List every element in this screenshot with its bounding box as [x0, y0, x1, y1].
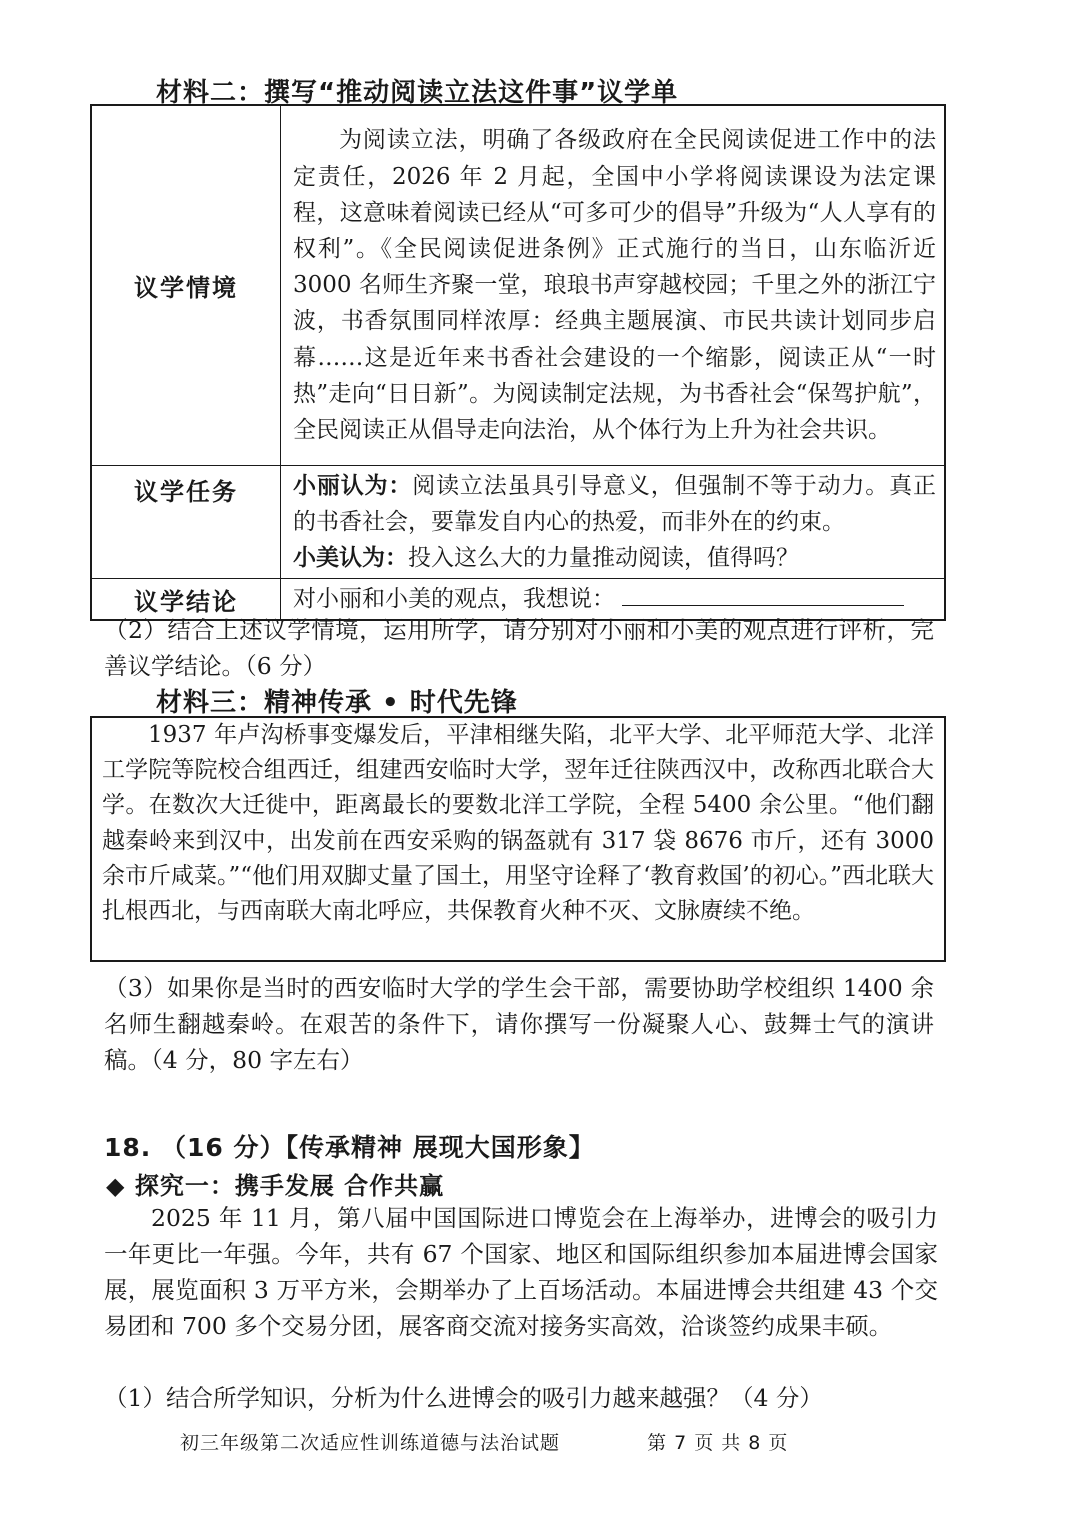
speaker-xiaomei: 小美认为：: [293, 544, 408, 571]
material2-title: 材料二：撰写“推动阅读立法这件事”议学单: [156, 78, 679, 108]
speaker-xiaoli: 小丽认为：: [293, 472, 413, 499]
table-row: [91, 105, 945, 465]
conclusion-label: 议学结论: [91, 579, 281, 621]
table-row: [91, 465, 945, 579]
situation-text: 为阅读立法，明确了各级政府在全民阅读促进工作中的法定责任，2026 年 2 月起，全国中小学将阅读课设为法定课程，这意味着阅读已经从“可多可少的倡导”升级为“人人享有的权利”。《全民阅读促进条例》正式施行的当日，山东临沂近 3000 名师生齐聚一堂，琅琅书声穿越校园；千里之外的浙江宁波，书香氛围同样浓厚：经典主题展演、市民共读计划同步启幕……这是近年来书香社会建设的一个缩影，阅读正从“一时热”走向“日日新”。为阅读制定法规，为书香社会“保驾护航”，全民阅读正从倡导走向法治，从个体行为上升为社会共识。: [281, 105, 946, 465]
answer-blank[interactable]: [622, 583, 904, 606]
task-content: [281, 465, 946, 579]
question-18-1: （1）结合所学知识，分析为什么进博会的吸引力越来越强？（4 分）: [104, 1384, 823, 1412]
section-heading: [106, 1166, 444, 1201]
situation-label: 议学情境: [91, 105, 281, 465]
question-3: （3）如果你是当时的西安临时大学的学生会干部，需要协助学校组织 1400 余名师生翻越秦岭。在艰苦的条件下，请你撰写一份凝聚人心、鼓舞士气的演讲稿。（4 分，80 字左右）: [104, 974, 934, 1074]
page-footer: [180, 1428, 798, 1455]
page-number: 第 7 页 共 8 页: [647, 1432, 789, 1454]
material3-title: 材料三：精神传承 • 时代先锋: [156, 688, 518, 718]
xiaomei-opinion: 投入这么大的力量推动阅读，值得吗？: [408, 544, 799, 571]
diamond-icon: ◆: [106, 1172, 126, 1200]
task-label: 议学任务: [91, 465, 281, 579]
expo-text: 2025 年 11 月，第八届中国国际进口博览会在上海举办，进博会的吸引力一年更比一年强。今年，共有 67 个国家、地区和国际组织参加本届进博会国家展，展览面积 3 万平方米，会期举办了上百场活动。本届进博会共组建 43 个交易团和 700 多个交易分团，展客商交流对接务实高效，洽谈签约成果丰硕。: [104, 1204, 938, 1340]
material3-box: 1937 年卢沟桥事变爆发后，平津相继失陷，北平大学、北平师范大学、北洋工学院等院校合组西迁，组建西安临时大学，翌年迁往陕西汉中，改称西北联合大学。在数次大迁徙中，距离最长的要数北洋工学院，全程 5400 余公里。“他们翻越秦岭来到汉中，出发前在西安采购的锅盔就有 317 袋 8676 市斤，还有 3000 余市斤咸菜。”“他们用双脚丈量了国土，用坚守诠释了‘教育救国’的初心。”西北联大扎根西北，与西南联大南北呼应，共保教育火种不灭、文脉赓续不绝。: [90, 716, 946, 962]
question-18-title: 18. （16 分）【传承精神 展现大国形象】: [104, 1133, 595, 1162]
discussion-table: [90, 104, 946, 621]
section-title: 探究一：携手发展 合作共赢: [134, 1172, 445, 1200]
conclusion-prompt: 对小丽和小美的观点，我想说：: [293, 586, 615, 613]
xiaoli-opinion: 阅读立法虽具引导意义，但强制不等于动力。真正的书香社会，要靠发自内心的热爱，而非外在的约束。: [293, 472, 937, 535]
exam-name: 初三年级第二次适应性训练道德与法治试题: [180, 1432, 561, 1454]
question-2: （2）结合上述议学情境，运用所学，请分别对小丽和小美的观点进行评析，完善议学结论。（6 分）: [104, 616, 934, 680]
